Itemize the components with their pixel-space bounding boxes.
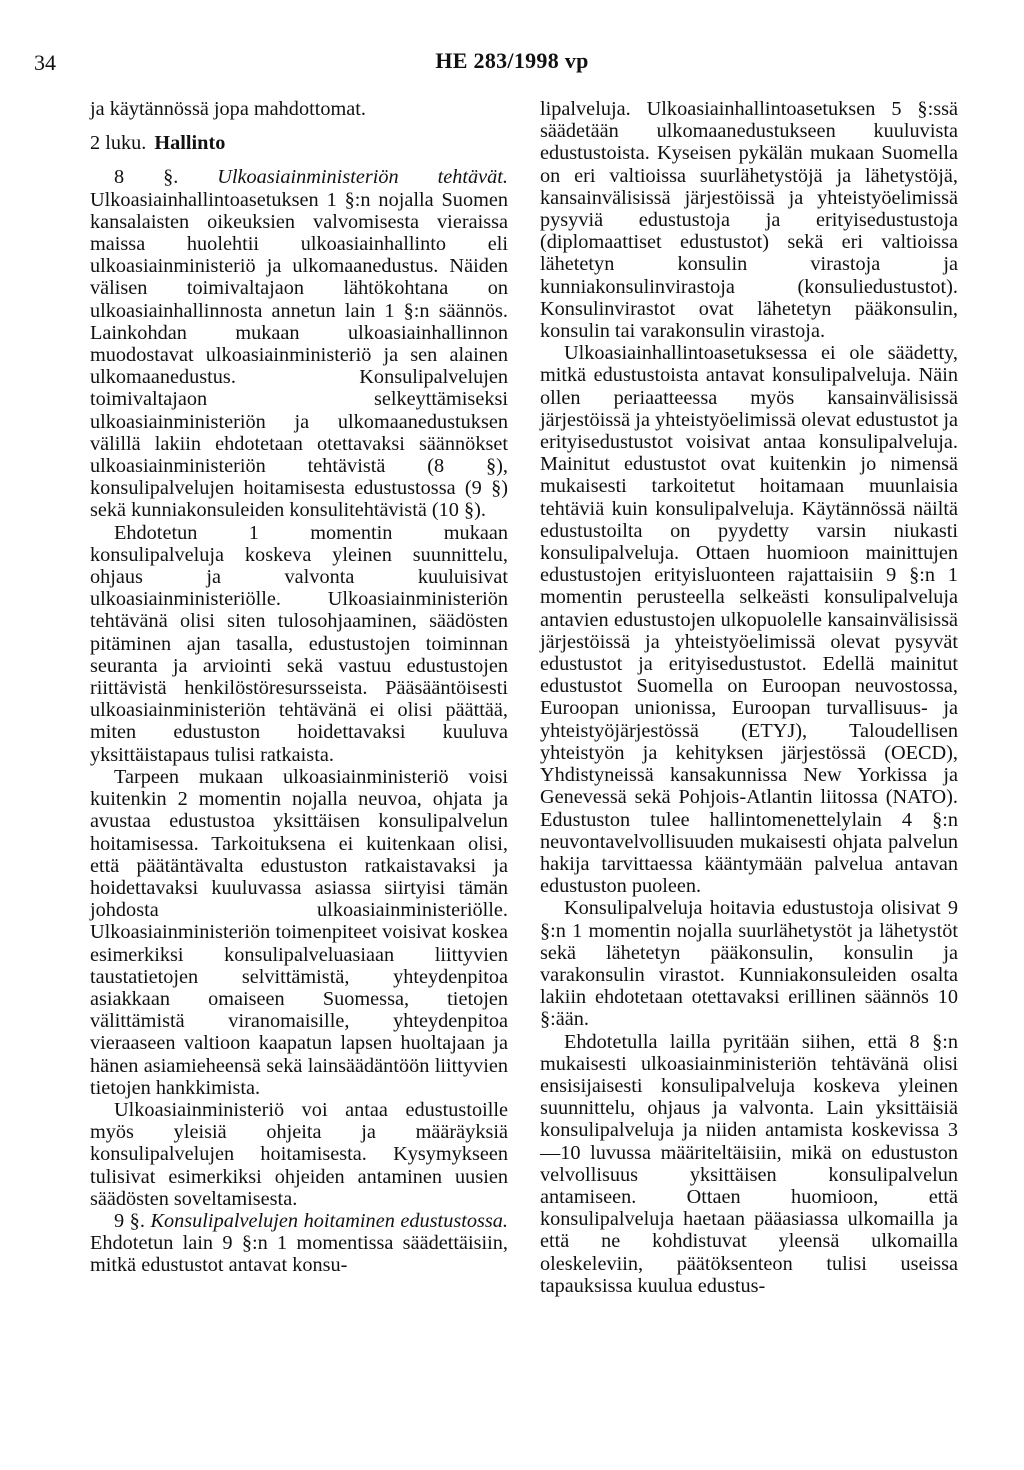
- page-number: 34: [34, 50, 56, 75]
- right-paragraph-1: lipalveluja. Ulkoasiainhallintoasetuksen 5 §:ssä säädetään ulkomaanedustukseen kuuluvista edustustoista. Kyseisen pykälän mukaan Suomella on eri valtioissa suurlähetystöjä ja lähetystöjä, kansainvälisissä järjestöissä ja yhteistyöelimissä pysyviä edustustoja ja erityisedustustoja (diplomaattiset edustustot) sekä eri valtioissa lähetetyn konsulin virastoja ja kunniakonsulinvirastoja (konsuliedustustot). Konsulinvirastot ovat lähetetyn pääkonsulin, konsulin tai varakonsulin virastoja.: [540, 98, 958, 343]
- left-column: [90, 98, 508, 1277]
- section-9-paragraph: [90, 1210, 508, 1277]
- chapter-heading: [90, 132, 508, 154]
- opening-line: ja käytännössä jopa mahdottomat.: [90, 98, 366, 120]
- chapter-number: 2 luku.: [90, 132, 147, 155]
- right-column: [540, 98, 958, 1297]
- left-paragraph-2: Ehdotetun 1 momentin mukaan konsulipalveluja koskeva yleinen suunnittelu, ohjaus ja valvonta kuuluisivat ulkoasiainministeriölle. Ulkoasiainministeriön tehtävänä olisi siten tulosohjaaminen, säädösten pitäminen ajan tasalla, edustustojen toiminnan seuranta ja arviointi sekä vastuu edustustojen riittävistä henkilöstöresursseista. Pääsääntöisesti ulkoasiainministeriön tehtävänä ei olisi päättää, miten edustuston hoidettavaksi kuuluva yksittäistapaus tulisi ratkaista.: [90, 521, 508, 766]
- section-8-text: Ulkoasiainhallintoasetuksen 1 §:n nojalla Suomen kansalaisten oikeuksien valvomisesta vieraissa maissa huolehtii ulkoasiainhallinto eli ulkoasiainministeriö ja ulkomaanedustus. Näiden välisen toimivaltajaon lähtökohtana on ulkoasiainhallinnosta annetun lain 1 §:n säännös. Lainkohdan mukaan ulkoasiainhallinnon muodostavat ulkoasiainministeriö ja sen alainen ulkomaanedustus. Konsulipalvelujen toimivaltajaon selkeyttämiseksi ulkoasiainministeriön ja ulkomaanedustuksen välillä lakiin ehdotetaan otettavaksi säännökset ulkoasiainministeriön tehtävistä (8 §), konsulipalvelujen hoitamisesta edustustossa (9 §) sekä kunniakonsuleiden konsulitehtävistä (10 §).: [90, 188, 508, 522]
- section-8-title: Ulkoasiainministeriön tehtävät.: [217, 166, 508, 189]
- section-9-title: Konsulipalvelujen hoitaminen edustustossa.: [150, 1209, 508, 1232]
- section-9-text: Ehdotetun lain 9 §:n 1 momentissa säädettäisiin, mitkä edustustot antavat konsu-: [90, 1232, 508, 1277]
- chapter-title: Hallinto: [154, 132, 226, 155]
- left-paragraph-3: Tarpeen mukaan ulkoasiainministeriö voisi kuitenkin 2 momentin nojalla neuvoa, ohjata ja avustaa edustustoa yksittäisen konsulipalvelun hoitamisessa. Tarkoituksena ei kuitenkaan olisi, että päätäntävalta edustuston ratkaistavaksi ja hoidettavaksi kuuluvassa asiassa siirtyisi tämän johdosta ulkoasiainministeriölle. Ulkoasiainministeriön toimenpiteet voisivat koskea esimerkiksi konsulipalveluasiaan liittyvien taustatietojen selvittämistä, yhteydenpitoa asiakkaan omaiseen Suomessa, tietojen välittämistä viranomaisille, yhteydenpitoa vieraaseen valtioon kaapatun lapsen huoltajaan ja hänen asiamieheensä sekä lainsäädäntöön liittyvien tietojen hankkimista.: [90, 765, 508, 1099]
- right-paragraph-2: Ulkoasiainhallintoasetuksessa ei ole säädetty, mitkä edustustoista antavat konsulipalveluja. Näin ollen periaatteessa myös kansainvälisissä järjestöissä ja yhteistyöelimissä olevat edustustot ja erityisedustustot voisivat antaa konsulipalveluja. Mainitut edustustot ovat kuitenkin jo nimensä mukaisesti tarkoitetut hoitamaan muunlaisia tehtäviä kuin konsulipalveluja. Käytännössä näiltä edustustoilta on pyydetty varsin niukasti konsulipalveluja. Ottaen huomioon mainittujen edustustojen erityisluonteen rajattaisiin 9 §:n 1 momentin perusteella selkeästi konsulipalveluja antavien edustustojen ulkopuolelle kansainvälisissä järjestöissä ja yhteistyöelimissä olevat pysyvät edustustot ja erityisedustustot. Edellä mainitut edustustot Suomella on Euroopan neuvostossa, Euroopan unionissa, Euroopan turvallisuus- ja yhteistyöjärjestössä (ETYJ), Taloudellisen yhteistyön ja kehityksen järjestössä (OECD), Yhdistyneissä kansakunnissa New Yorkissa ja Genevessä sekä Pohjois-Atlantin liitossa (NATO). Edustuston tulee hallintomenettelylain 4 §:n neuvontavelvollisuuden mukaisesti ohjata palvelun hakija tarvittaessa kääntymään palvelua antavan edustuston puoleen.: [540, 342, 958, 898]
- document-header: HE 283/1998 vp: [435, 48, 589, 73]
- section-8-paragraph: [90, 166, 508, 521]
- right-paragraph-3: Konsulipalveluja hoitavia edustustoja olisivat 9 §:n 1 momentin nojalla suurlähetystöt ja lähetystöt sekä lähetetyn pääkonsulin, konsulin ja varakonsulin virastot. Kunniakonsuleiden osalta lakiin ehdotetaan otettavaksi erillinen säännös 10 §:ään.: [540, 897, 958, 1031]
- right-paragraph-4: Ehdotetulla lailla pyritään siihen, että 8 §:n mukaisesti ulkoasiainministeriön tehtävänä olisi ensisijaisesti konsulipalveluja koskeva yleinen suunnittelu, ohjaus ja valvonta. Lain yksittäisiä konsulipalveluja ja niiden antamista koskevissa 3—10 luvussa määriteltäisiin, mikä on edustuston velvollisuus yksittäisen konsulipalvelun antamiseen. Ottaen huomioon, että konsulipalveluja haetaan pääasiassa ulkomailla ja että ne kohdistuvat yleensä ulkomailla oleskeleviin, päätöksenteon tulisi useissa tapauksissa kuulua edustus-: [540, 1030, 958, 1297]
- left-paragraph-4: Ulkoasiainministeriö voi antaa edustustoille myös yleisiä ohjeita ja määräyksiä konsulipalvelujen hoitamisesta. Kysymykseen tulisivat esimerkiksi ohjeiden antaminen uusien säädösten soveltamisesta.: [90, 1098, 508, 1210]
- section-9-label: 9 §.: [114, 1209, 145, 1232]
- section-8-label: 8 §.: [114, 166, 179, 189]
